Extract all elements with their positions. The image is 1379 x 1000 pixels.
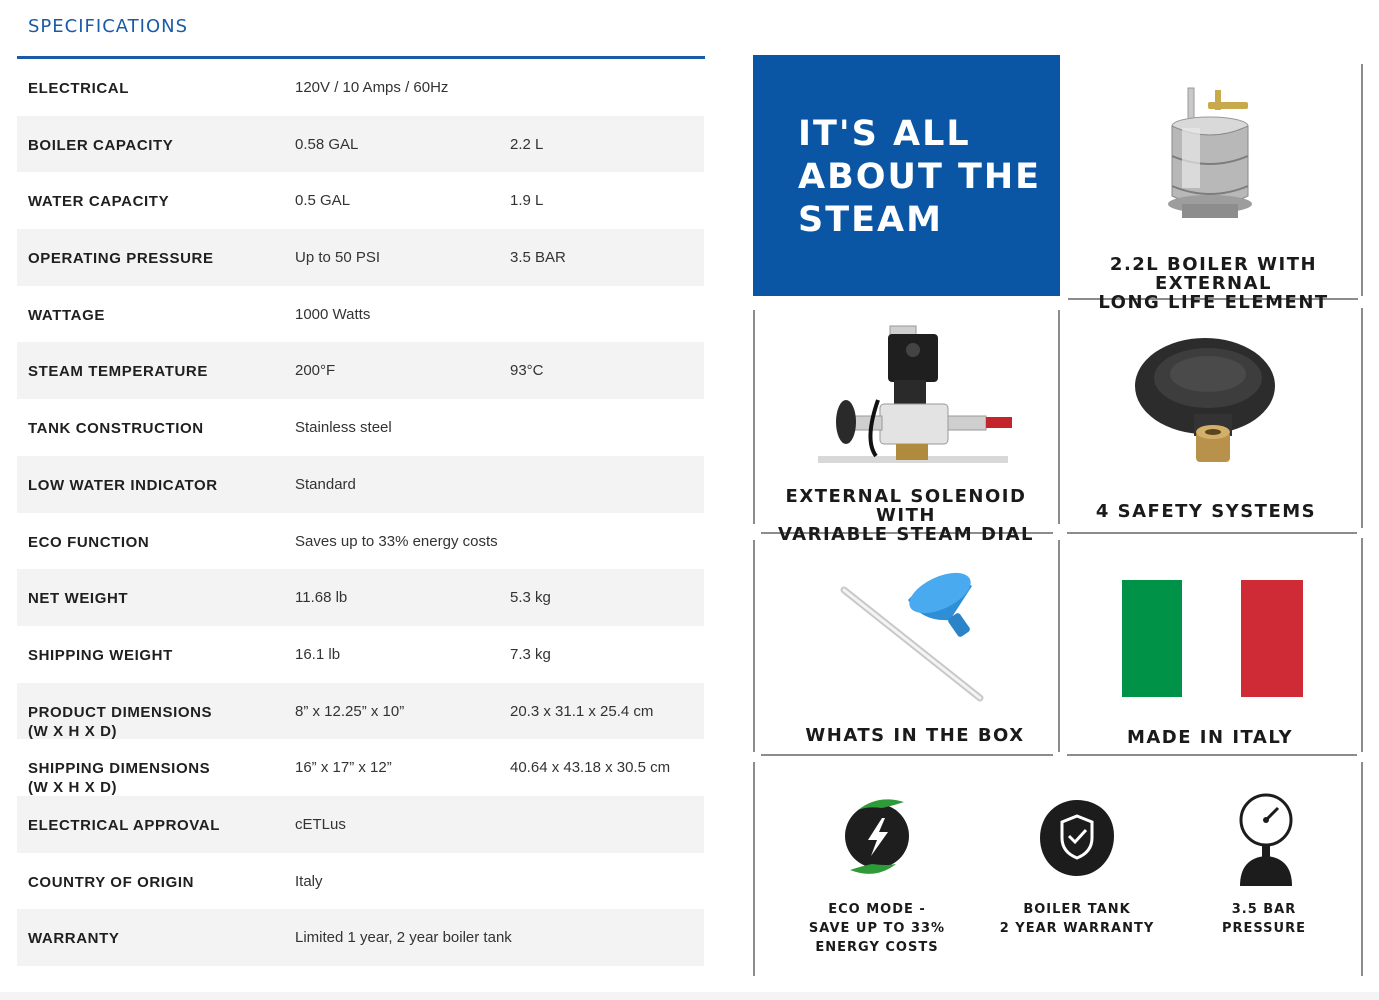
spec-label: SHIPPING WEIGHT: [28, 646, 173, 664]
grid-divider: [1067, 754, 1357, 756]
spec-label: ECO FUNCTION: [28, 533, 150, 551]
grid-divider: [1361, 538, 1363, 752]
spec-row: [17, 342, 704, 399]
spec-value: 200°F: [295, 362, 336, 380]
grid-divider: [1361, 762, 1363, 976]
spec-value: 120V / 10 Amps / 60Hz: [295, 79, 449, 96]
spec-row: [17, 513, 704, 570]
spec-row: [17, 116, 704, 173]
spec-value: Limited 1 year, 2 year boiler tank: [295, 929, 512, 947]
spec-row: [17, 626, 704, 683]
spec-label: ELECTRICAL APPROVAL: [28, 816, 220, 834]
spec-row: [17, 229, 704, 286]
eco-mode-caption: ECO MODE - SAVE UP TO 33% ENERGY COSTS: [808, 902, 946, 955]
eco-mode-icon: [838, 792, 916, 878]
spec-metric-value: 3.5 BAR: [510, 249, 566, 267]
grid-divider: [761, 754, 1053, 756]
spec-metric-value: 20.3 x 31.1 x 25.4 cm: [510, 702, 654, 720]
spec-row: [17, 569, 704, 626]
spec-row: [17, 739, 704, 796]
solenoid-caption: EXTERNAL SOLENOID WITH VARIABLE STEAM DIAL: [777, 486, 1035, 545]
spec-label: WATTAGE: [28, 306, 105, 324]
safety-valve-image: [1130, 336, 1280, 470]
spec-row: [17, 796, 704, 853]
spec-row: [17, 59, 704, 116]
pressure-gauge-icon: [1236, 794, 1296, 886]
spec-row: [17, 286, 704, 343]
spec-label: WATER CAPACITY: [28, 193, 170, 211]
boiler-caption: 2.2L BOILER WITH EXTERNAL LONG LIFE ELEMENT: [1098, 254, 1329, 313]
specifications-title: SPECIFICATIONS: [28, 16, 189, 37]
spec-value: Italy: [295, 872, 323, 890]
spec-metric-value: 1.9 L: [510, 192, 544, 210]
spec-value: 16” x 17” x 12”: [295, 759, 392, 777]
grid-divider: [1361, 308, 1363, 528]
warranty-caption: BOILER TANK 2 YEAR WARRANTY: [999, 902, 1155, 936]
spec-value: Saves up to 33% energy costs: [295, 532, 498, 550]
spec-row: [17, 853, 704, 910]
italian-flag-image: [1122, 580, 1304, 697]
spec-value: 11.68 lb: [295, 589, 348, 607]
warranty-shield-icon: [1038, 798, 1116, 878]
footer-strip: [0, 992, 1379, 1000]
spec-label: NET WEIGHT: [28, 590, 129, 608]
pressure-caption: 3.5 BAR PRESSURE: [1221, 902, 1306, 936]
spec-value: Stainless steel: [295, 419, 392, 437]
grid-divider: [753, 540, 755, 752]
spec-label: OPERATING PRESSURE: [28, 250, 214, 268]
spec-label: STEAM TEMPERATURE: [28, 363, 208, 381]
spec-value: Up to 50 PSI: [295, 249, 381, 267]
spec-label: COUNTRY OF ORIGIN: [28, 873, 195, 891]
solenoid-valve-image: [818, 320, 1018, 468]
spec-label: PRODUCT DIMENSIONS (W X H X D): [28, 703, 213, 740]
grid-divider: [1058, 310, 1060, 524]
spec-row: [17, 399, 704, 456]
spec-value: 0.58 GAL: [295, 135, 359, 153]
spec-value: 8” x 12.25” x 10”: [295, 702, 405, 720]
steam-headline-panel: [753, 55, 1060, 296]
spec-row: [17, 683, 704, 740]
spec-label: BOILER CAPACITY: [28, 136, 174, 154]
accessories-image: [840, 562, 980, 702]
spec-row: [17, 909, 704, 966]
spec-metric-value: 2.2 L: [510, 135, 544, 153]
box-caption: WHATS IN THE BOX: [805, 725, 1025, 746]
spec-value: Standard: [295, 475, 356, 493]
spec-label: WARRANTY: [28, 930, 120, 948]
grid-divider: [753, 310, 755, 524]
spec-label: ELECTRICAL: [28, 80, 129, 97]
grid-divider: [753, 762, 755, 976]
spec-metric-value: 93°C: [510, 362, 544, 380]
spec-metric-value: 5.3 kg: [510, 589, 551, 607]
spec-metric-value: 7.3 kg: [510, 645, 551, 663]
boiler-image: [1160, 86, 1270, 236]
spec-row: [17, 172, 704, 229]
spec-label: LOW WATER INDICATOR: [28, 476, 218, 494]
grid-divider: [1067, 532, 1357, 534]
specifications-table: [17, 59, 704, 966]
spec-value: cETLus: [295, 815, 346, 833]
spec-label: SHIPPING DIMENSIONS (W X H X D): [28, 760, 211, 797]
spec-value: 1000 Watts: [295, 305, 371, 323]
spec-label: TANK CONSTRUCTION: [28, 420, 204, 438]
steam-headline: IT'S ALL ABOUT THE STEAM: [798, 114, 1042, 240]
spec-row: [17, 456, 704, 513]
safety-caption: 4 SAFETY SYSTEMS: [1095, 501, 1317, 522]
italy-caption: MADE IN ITALY: [1126, 727, 1294, 748]
spec-value: 0.5 GAL: [295, 192, 351, 210]
spec-value: 16.1 lb: [295, 645, 341, 663]
grid-divider: [1058, 540, 1060, 752]
spec-metric-value: 40.64 x 43.18 x 30.5 cm: [510, 759, 671, 777]
